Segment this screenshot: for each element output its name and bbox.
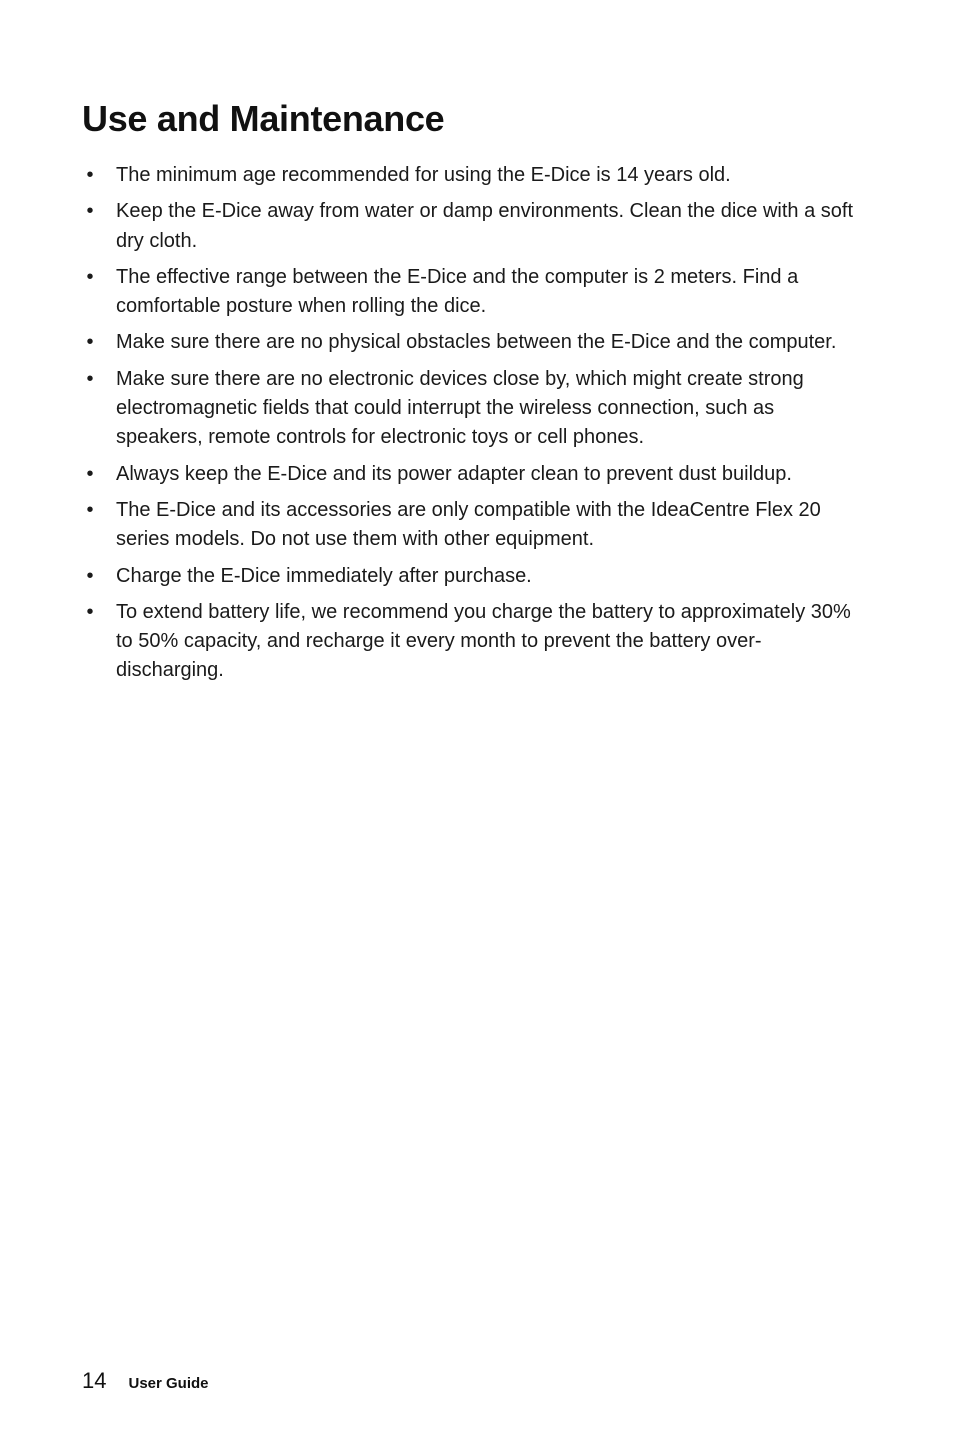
list-item-text: Keep the E-Dice away from water or damp environments. Clean the dice with a soft dry cloth. — [116, 200, 854, 252]
list-item-text: The E-Dice and its accessories are only compatible with the IdeaCentre Flex 20 series models. Do not use them with other equipment. — [116, 498, 821, 551]
footer-label: User Guide — [128, 1375, 209, 1392]
bullet-icon: • — [86, 498, 94, 521]
list-item — [82, 328, 857, 357]
page-title: Use and Maintenance — [82, 98, 445, 139]
bullet-icon: • — [86, 367, 94, 390]
page-number: 14 — [82, 1368, 107, 1393]
list-item-text: The effective range between the E-Dice and the computer is 2 meters. Find a comfortable posture when rolling the dice. — [116, 265, 799, 318]
list-item-text: To extend battery life, we recommend you charge the battery to approximately 30% to 50% capacity, and recharge it every month to prevent the battery over-discharging. — [116, 600, 851, 682]
list-item — [82, 598, 857, 686]
page-footer — [82, 1368, 209, 1398]
bullet-icon: • — [86, 462, 94, 485]
list-item — [82, 460, 857, 489]
list-item — [82, 197, 857, 256]
list-item — [82, 496, 857, 555]
list-item-text: Make sure there are no physical obstacles between the E-Dice and the computer. — [116, 331, 837, 354]
list-item — [82, 161, 857, 190]
list-item — [82, 365, 857, 453]
bullet-icon: • — [86, 564, 94, 587]
maintenance-list — [82, 161, 857, 693]
bullet-icon: • — [86, 600, 94, 623]
bullet-icon: • — [86, 265, 94, 288]
list-item-text: Always keep the E-Dice and its power adapter clean to prevent dust buildup. — [116, 462, 792, 485]
bullet-icon: • — [86, 200, 94, 223]
bullet-icon: • — [86, 164, 94, 186]
bullet-icon: • — [86, 331, 94, 354]
list-item — [82, 562, 857, 591]
list-item-text: Charge the E-Dice immediately after purchase. — [116, 564, 532, 587]
list-item — [82, 263, 857, 322]
list-item-text: The minimum age recommended for using the E-Dice is 14 years old. — [116, 164, 731, 186]
list-item-text: Make sure there are no electronic devices close by, which might create strong electromagnetic fields that could interrupt the wireless connection, such as speakers, remote controls for electronic toys or cell phones. — [116, 367, 804, 449]
